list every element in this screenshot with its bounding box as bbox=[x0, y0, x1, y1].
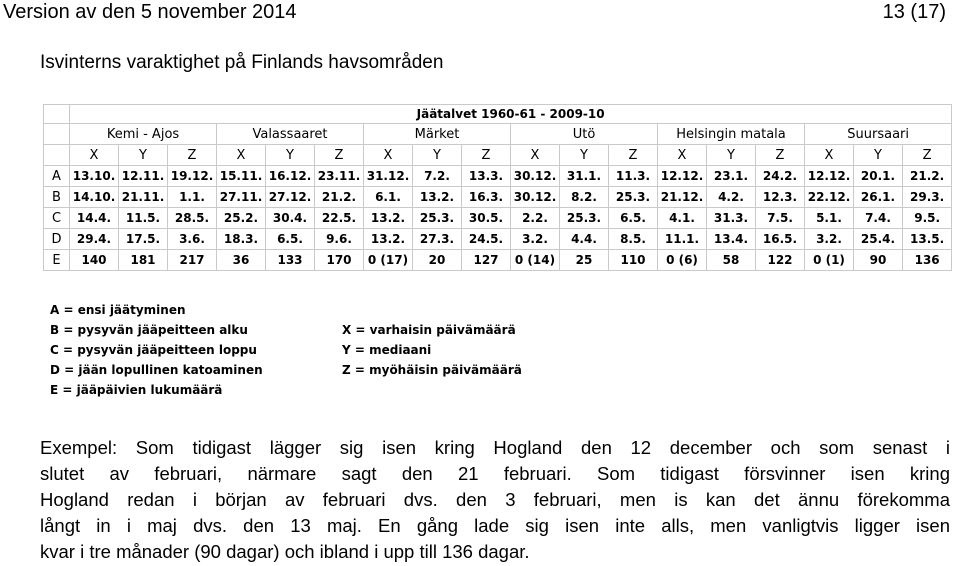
axis-header: Z bbox=[609, 145, 658, 166]
table-cell: 28.5. bbox=[168, 208, 217, 229]
table-cell: 25 bbox=[560, 250, 609, 271]
table-cell: 0 (6) bbox=[658, 250, 707, 271]
table-cell: 9.6. bbox=[315, 229, 364, 250]
table-cell: 11.1. bbox=[658, 229, 707, 250]
table-cell: 181 bbox=[119, 250, 168, 271]
table-cell: 6.1. bbox=[364, 187, 413, 208]
table-row bbox=[44, 187, 952, 208]
table-cell: 7.2. bbox=[413, 166, 462, 187]
table-cell: 15.11. bbox=[217, 166, 266, 187]
table-cell: 6.5. bbox=[609, 208, 658, 229]
table-cell: 30.12. bbox=[511, 187, 560, 208]
station-header: Valassaaret bbox=[217, 124, 364, 145]
example-paragraph bbox=[40, 435, 950, 565]
table-cell: 8.2. bbox=[560, 187, 609, 208]
paragraph-line: långt in i maj dvs. den 13 maj. En gång lade sig isen inte alls, men vanligtvis ligger isen bbox=[40, 515, 950, 536]
table-cell: 4.4. bbox=[560, 229, 609, 250]
table-cell: 58 bbox=[707, 250, 756, 271]
paragraph-line: slutet av februari, närmare sagt den 21 februari. Som tidigast försvinner isen kring bbox=[40, 463, 950, 484]
table-cell: 12.12. bbox=[805, 166, 854, 187]
table-cell: 13.4. bbox=[707, 229, 756, 250]
table-cell: 13.10. bbox=[70, 166, 119, 187]
table-cell: 30.5. bbox=[462, 208, 511, 229]
table-cell: 26.1. bbox=[854, 187, 903, 208]
axis-header: Z bbox=[462, 145, 511, 166]
axis-header: X bbox=[217, 145, 266, 166]
table-cell: 17.5. bbox=[119, 229, 168, 250]
axis-header: Y bbox=[413, 145, 462, 166]
axis-header: Y bbox=[707, 145, 756, 166]
table-cell: 25.2. bbox=[217, 208, 266, 229]
table-cell: 14.4. bbox=[70, 208, 119, 229]
table-cell: 29.4. bbox=[70, 229, 119, 250]
header-page-number: 13 (17) bbox=[882, 1, 946, 23]
table-cell: 31.12. bbox=[364, 166, 413, 187]
table-cell: 13.5. bbox=[903, 229, 952, 250]
row-label: B bbox=[44, 187, 70, 208]
station-row bbox=[44, 124, 952, 145]
axis-header: Z bbox=[903, 145, 952, 166]
axis-header: Y bbox=[119, 145, 168, 166]
table-cell: 29.3. bbox=[903, 187, 952, 208]
table-cell: 0 (1) bbox=[805, 250, 854, 271]
axis-header: Y bbox=[266, 145, 315, 166]
paragraph-line: Hogland redan i början av februari dvs. den 3 februari, men is kan det ännu förekomma bbox=[40, 489, 950, 510]
table-cell: 90 bbox=[854, 250, 903, 271]
table-cell: 27.12. bbox=[266, 187, 315, 208]
table-cell: 0 (14) bbox=[511, 250, 560, 271]
table-cell: 12.12. bbox=[658, 166, 707, 187]
table-cell: 21.2. bbox=[315, 187, 364, 208]
row-label: E bbox=[44, 250, 70, 271]
table-cell: 22.5. bbox=[315, 208, 364, 229]
legend-item: B = pysyvän jääpeitteen alku bbox=[50, 323, 248, 337]
section-heading: Isvinterns varaktighet på Finlands havsområden bbox=[40, 52, 444, 73]
table-cell: 4.2. bbox=[707, 187, 756, 208]
table-cell: 24.2. bbox=[756, 166, 805, 187]
table-cell: 136 bbox=[903, 250, 952, 271]
legend-axes bbox=[342, 320, 522, 380]
table-cell: 4.1. bbox=[658, 208, 707, 229]
table-cell: 16.3. bbox=[462, 187, 511, 208]
table-cell: 9.5. bbox=[903, 208, 952, 229]
table-cell: 23.11. bbox=[315, 166, 364, 187]
table-cell: 16.5. bbox=[756, 229, 805, 250]
table-body bbox=[44, 166, 952, 271]
table-cell: 12.11. bbox=[119, 166, 168, 187]
axis-header: Y bbox=[854, 145, 903, 166]
table-cell: 31.3. bbox=[707, 208, 756, 229]
legend-item: Y = mediaani bbox=[342, 343, 432, 357]
table-cell: 27.3. bbox=[413, 229, 462, 250]
table-cell: 11.5. bbox=[119, 208, 168, 229]
station-header: Suursaari bbox=[805, 124, 952, 145]
table-row bbox=[44, 166, 952, 187]
table-cell: 30.4. bbox=[266, 208, 315, 229]
station-header: Kemi - Ajos bbox=[70, 124, 217, 145]
table-cell: 21.11. bbox=[119, 187, 168, 208]
table-cell: 3.2. bbox=[511, 229, 560, 250]
table-cell: 20.1. bbox=[854, 166, 903, 187]
station-header: Utö bbox=[511, 124, 658, 145]
row-label: D bbox=[44, 229, 70, 250]
axis-header: X bbox=[364, 145, 413, 166]
legend-item: D = jään lopullinen katoaminen bbox=[50, 363, 263, 377]
table-cell: 7.5. bbox=[756, 208, 805, 229]
table-cell: 13.3. bbox=[462, 166, 511, 187]
table-cell: 14.10. bbox=[70, 187, 119, 208]
table-title-row bbox=[44, 105, 952, 124]
table-cell: 110 bbox=[609, 250, 658, 271]
table-cell: 23.1. bbox=[707, 166, 756, 187]
table-row bbox=[44, 250, 952, 271]
table-cell: 21.2. bbox=[903, 166, 952, 187]
table-row bbox=[44, 208, 952, 229]
table-cell: 24.5. bbox=[462, 229, 511, 250]
table-cell: 140 bbox=[70, 250, 119, 271]
axis-row bbox=[44, 145, 952, 166]
legend-item: E = jääpäivien lukumäärä bbox=[50, 383, 223, 397]
axis-header: X bbox=[511, 145, 560, 166]
table-cell: 31.1. bbox=[560, 166, 609, 187]
table-cell: 8.5. bbox=[609, 229, 658, 250]
table-cell: 3.2. bbox=[805, 229, 854, 250]
table-cell: 1.1. bbox=[168, 187, 217, 208]
row-label: A bbox=[44, 166, 70, 187]
table-cell: 217 bbox=[168, 250, 217, 271]
table-cell: 25.3. bbox=[609, 187, 658, 208]
table-cell: 27.11. bbox=[217, 187, 266, 208]
table-cell: 22.12. bbox=[805, 187, 854, 208]
legend-item: C = pysyvän jääpeitteen loppu bbox=[50, 343, 257, 357]
table-cell: 127 bbox=[462, 250, 511, 271]
table-title: Jäätalvet 1960-61 - 2009-10 bbox=[70, 105, 952, 124]
table-cell: 5.1. bbox=[805, 208, 854, 229]
table-cell: 13.2. bbox=[364, 229, 413, 250]
station-header: Märket bbox=[364, 124, 511, 145]
legend-item: Z = myöhäisin päivämäärä bbox=[342, 363, 522, 377]
table-cell: 18.3. bbox=[217, 229, 266, 250]
table-cell: 25.3. bbox=[413, 208, 462, 229]
table-cell: 170 bbox=[315, 250, 364, 271]
table-cell: 30.12. bbox=[511, 166, 560, 187]
table-row bbox=[44, 229, 952, 250]
table-cell: 25.3. bbox=[560, 208, 609, 229]
table-cell: 19.12. bbox=[168, 166, 217, 187]
legend-item: X = varhaisin päivämäärä bbox=[342, 323, 516, 337]
axis-header: X bbox=[805, 145, 854, 166]
paragraph-line: kvar i tre månader (90 dagar) och ibland i upp till 136 dagar. bbox=[40, 541, 530, 562]
row-label: C bbox=[44, 208, 70, 229]
axis-header: Z bbox=[168, 145, 217, 166]
table-cell: 16.12. bbox=[266, 166, 315, 187]
axis-header: X bbox=[658, 145, 707, 166]
table-cell: 2.2. bbox=[511, 208, 560, 229]
table-cell: 7.4. bbox=[854, 208, 903, 229]
table-cell: 122 bbox=[756, 250, 805, 271]
table-cell: 36 bbox=[217, 250, 266, 271]
paragraph-line: Exempel: Som tidigast lägger sig isen kring Hogland den 12 december och som senast i bbox=[40, 437, 950, 458]
table-cell: 11.3. bbox=[609, 166, 658, 187]
axis-header: Y bbox=[560, 145, 609, 166]
table-cell: 13.2. bbox=[364, 208, 413, 229]
table-cell: 20 bbox=[413, 250, 462, 271]
station-header: Helsingin matala bbox=[658, 124, 805, 145]
axis-header: X bbox=[70, 145, 119, 166]
table-cell: 13.2. bbox=[413, 187, 462, 208]
header-version: Version av den 5 november 2014 bbox=[3, 1, 297, 23]
table-cell: 25.4. bbox=[854, 229, 903, 250]
table-cell: 3.6. bbox=[168, 229, 217, 250]
axis-header: Z bbox=[756, 145, 805, 166]
table-cell: 12.3. bbox=[756, 187, 805, 208]
table-cell: 0 (17) bbox=[364, 250, 413, 271]
axis-header: Z bbox=[315, 145, 364, 166]
legend-definitions bbox=[50, 300, 263, 400]
table-cell: 21.12. bbox=[658, 187, 707, 208]
table-cell: 133 bbox=[266, 250, 315, 271]
legend-item: A = ensi jäätyminen bbox=[50, 303, 186, 317]
ice-season-table bbox=[43, 104, 952, 271]
table-cell: 6.5. bbox=[266, 229, 315, 250]
